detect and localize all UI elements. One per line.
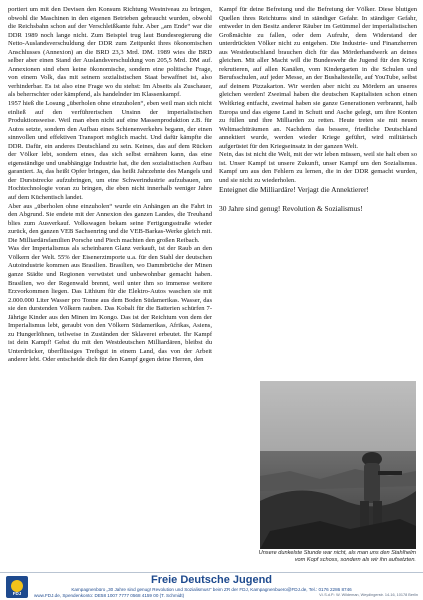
article-paragraph: Aber aus „überholen ohne einzuholen“ wurde ein Anhängen an die Fahrt in den Abgrund. Sie endete mit der Annexion des ganzen Landes, die Treuhand blies zum Ausverkauf. Volkswagen bekam seine Fertigungsstraße wieder zurück, den ganzen VEB Sachsenring und die VEB-Barkas-Werke gleich mit. Die Milliardärsfamilien Porsche und Piech machten den großen Reibach.: [8, 202, 212, 244]
footer-legal-notice: V.i.S.d.P.: W. Wildeman, Weydingerstr. 14-16, 10178 Berlin: [319, 593, 418, 597]
article-paragraph: Kampf für deine Befreiung und die Befreiung der Völker. Diese blutigen Quellen ihres Reichtums sind in ständiger Gefahr. In ständiger Gefahr, entweder in den Besitz anderer Räuber im Getümmel der imperialistischen Großmächte zu fallen, oder dem Aufruhr, dem Widerstand der unterdrückten Völker nicht zu entgehen. Die Industrie- und Finanzherren aus Westdeutschland brauchen dich für das Mörderhandwerk an deines gleichen. Mit aller Macht will die Bundeswehr die Jugend für den Krieg rekrutieren, auf allen Kanälen, vom Kindergarten in die Schulen und Berufsschulen, auf jeder Messe, an der Bushaltestelle, auf YouTube, selbst auf deinem Pizzakarton. Wir werden aber nicht zu Mördern an unseres gleichen werden! Zweimal haben die deutschen Kapitalisten schon einen Weltkrieg entfacht, zweimal haben sie ganze Generationen verbrannt, halb Europa und das eigene Land in Schutt und Asche gelegt, um ihre Konten zu füllen und ihre Milliarden zu retten. Heute treten sie mit neuen Weltmachtträumen an. Nachdem das bessere, friedliche Deutschland annektiert wurde, werden wieder Kriege geführt, wird militärisch aufgerüstet für den Kriegseinsatz in der ganzen Welt.: [219, 6, 417, 150]
article-column-right: [219, 6, 417, 213]
article-paragraph: Was der Imperialismus als scheinbaren Glanz verkauft, ist der Raub an den Völkern der Welt. 55% der Eisenerzimporte u.a. für den Stahl der deutschen Autoindustrie kommen aus Brasilien. Brasilien, wo Dammbrüche der Minen ganze Städte und Regionen verwüstet und unbewohnbar gemacht haben. Brasilien, wo der Regenwald brennt, weil unter ihm so immense weitere Erzvorkommen liegen. Das Lithium für die Elektro-Autos waschen sie mit 2.000.000 Liter Wasser pro Tonne aus dem Boden Südamerikas. Wasser, das sie den durstenden Völkern rauben. Das Kobalt für die Batterien schürfen 7-Jährige Kinder aus den Minen im Kongo. Das ist der Reichtum von dem der Imperialismus lebt, geraubt von den Völkern Südamerikas, Afrikas, Asiens, zu Hungerlöhnen, teilweise in Zuständen der Sklaverei erbeutet. Ihr Kampf ist dein Kampf! Gehst du mit den Westdeutschen Milliardären, bleibst du Unterdrücker, überflüssiges Treibgut in einem Land, das von der Arbeit anderer lebt. Oder entscheide dich für den Kampf gegen deine Herren, den: [8, 245, 212, 364]
footer-title: Freie Deutsche Jugend: [150, 574, 273, 586]
footer-website-line: [34, 593, 418, 599]
historic-photo: [260, 381, 416, 549]
article-paragraph: Nein, das ist nicht die Welt, mit der wir leben müssen, weil sie halt eben so ist. Unser Kampf ist unsere Zukunft, unser Kampf um den Sozialismus. Kampf um aus den Fehlern zu lernen, die in der DDR gemacht wurden, und sie nicht zu wiederholen.: [219, 151, 417, 184]
footer-contact-line: Kampagnenbüro „30 Jahre sind genug! Revolution und Sozialismus!“ beim ZR der FDJ, Kampagnenbuero@FDJ.de, Tel.: 0176 2286 8746: [71, 587, 352, 592]
footer: [0, 572, 423, 600]
article-paragraph: portiert um mit den Devisen den Konsum Richtung Westniveau zu bringen, obwohl die Maschinen in den eigenen Betrieben gebraucht wurden, obwohl die Reichsbahn schon auf der Verschleißkante fuhr. Aber „am Ende“ war die DDR 1989 noch lange nicht. Zum Beispiel trug laut Bundesregierung die Netto-Auslandsverschuldung der DDR zum Zeitpunkt ihres ökonomischen Anschlusses (Annexion) an die BRD 23,3 Mrd. DM. 1989 wies die BRD selber aber einen Stand der Auslandsverschuldung von 205,5 Mrd. DM auf. Annexionen sind eben keine ökonomische, sondern eine politische Frage, von einem Volk, das mit seinem sozialistischen Staat bewaffnet ist, also verhinderbar. Es ist also eine Frage wo du stehst: Im Abseits als Zuschauer, als beherrschter oder kämpfend, als handelnder im Klassenkampf.: [8, 6, 212, 99]
article-paragraph: 1957 hieß die Losung „überholen ohne einzuholen“, eben weil man sich nicht einließ auf den verführerischen Unsinn der imperialistischen Produktionsweise. Weil man eben nicht auf eine Massenproduktion z.B. für Autos setzte, sondern den Aufbau eines Schienenverkehrs begann, der einen sinnvollen und effektiven Transport möglich macht. Und dafür kämpfte die DDR. Dafür, ein anderes Deutschland zu sein. Keines, das auf dem Rücken der Völker lebt, sondern eines, das sich selbst ernähren kann, das eine eigenständige und unabhängige Industrie hat, die den sozialistischen Aufbau garantiert. Ja, das heißt Opfer bringen, das heißt Jahrzehnte des Mangels und der Durststrecke aufzubringen, um eine Schwerindustrie aufzubauen, um Hochtechnologie voran zu bringen, die eben nicht innerhalb weniger Jahre auf dem Küchentisch landet.: [8, 100, 212, 202]
slogan-enteignet: Enteignet die Milliardäre! Verjagt die Annektierer!: [219, 185, 369, 195]
fdj-logo-text: FDJ: [12, 591, 22, 596]
photo-caption: Unsere dunkelste Stunde war nicht, als man uns den Stahlhelm vom Kopf schoss, sondern als wir ihn aufsetzten.: [258, 550, 416, 563]
article-column-left: [8, 6, 212, 365]
footer-website-text: www.FDJ.de, Spendenkonto: DE58 1007 7777 0568 4159 00 (T. Schmidt): [34, 593, 185, 598]
slogan-30-jahre: 30 Jahre sind genug! Revolution & Sozialismus!: [219, 204, 363, 214]
